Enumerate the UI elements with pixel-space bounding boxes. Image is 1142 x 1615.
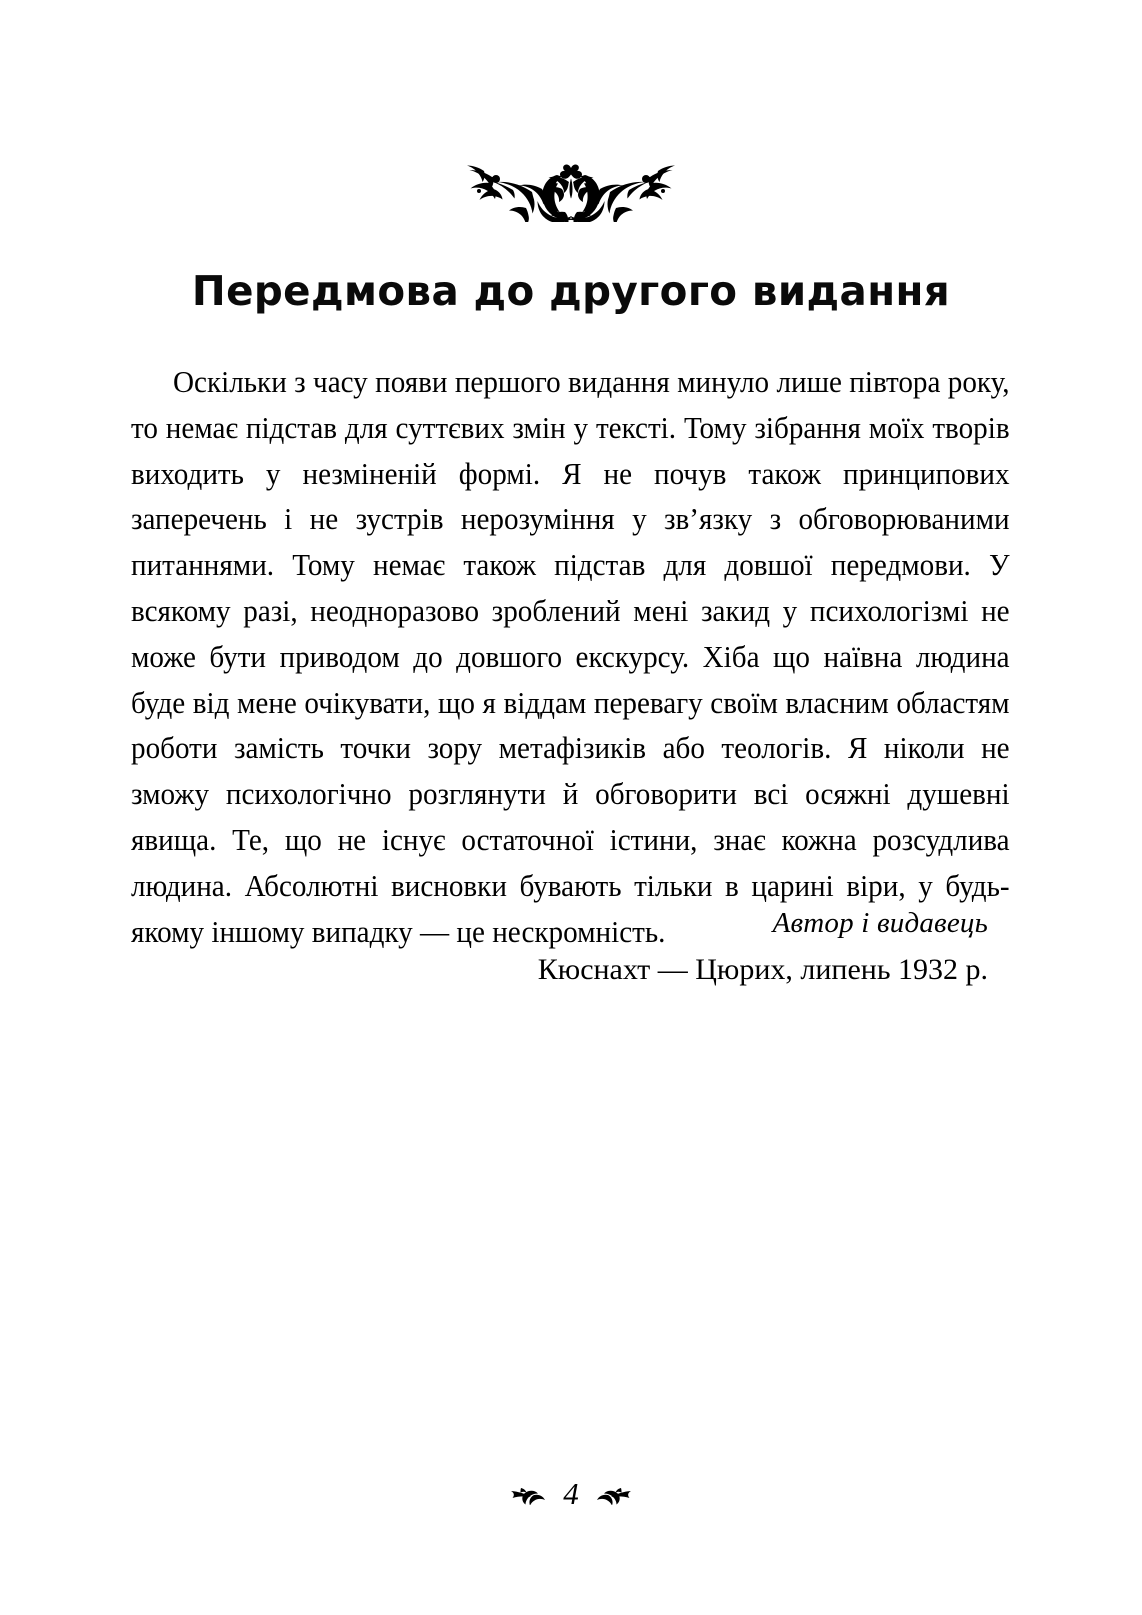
page-number: 4 [563,1476,579,1511]
floral-vignette-ornament [451,160,691,222]
signature-block [131,900,988,994]
leaf-vine-ornament-right-icon [596,1483,632,1505]
header-ornament [0,160,1142,222]
signature-place-date: Кюснахт — Цюрих, липень 1932 р. [537,953,988,986]
page-title: Передмова до другого видання [191,267,951,316]
leaf-vine-ornament-left-icon [510,1483,546,1505]
preface-paragraph: Оскільки з часу появи першого видання минуло лише півтора року, то немає підстав для суттєвих змін у тексті. Тому зібрання моїх творів виходить у незміненій формі. Я не почув також принципових заперечень і не зустрів нерозуміння у зв’язку з обговорюваними питаннями. Тому немає також підстав для довшої передмови. У всякому разі, неодноразово зроблений мені закид у психологізмі не може бути приводом до довшого екскурсу. Хіба що наївна людина буде від мене очікувати, що я віддам перевагу своїм власним областям роботи замість точки зору метафізиків або теологів. Я ніколи не зможу психологічно розглянути й обговорити всі осяжні душевні явища. Те, що не існує остаточної істини, знає кожна розсудлива людина. Абсолютні висновки бувають тільки в царині віри, у будь-якому іншому випадку — це нескромність. [131,365,1010,949]
page-footer [0,1478,1142,1510]
body-text-block [131,360,1010,955]
signature-author: Автор і видавець [772,907,988,939]
